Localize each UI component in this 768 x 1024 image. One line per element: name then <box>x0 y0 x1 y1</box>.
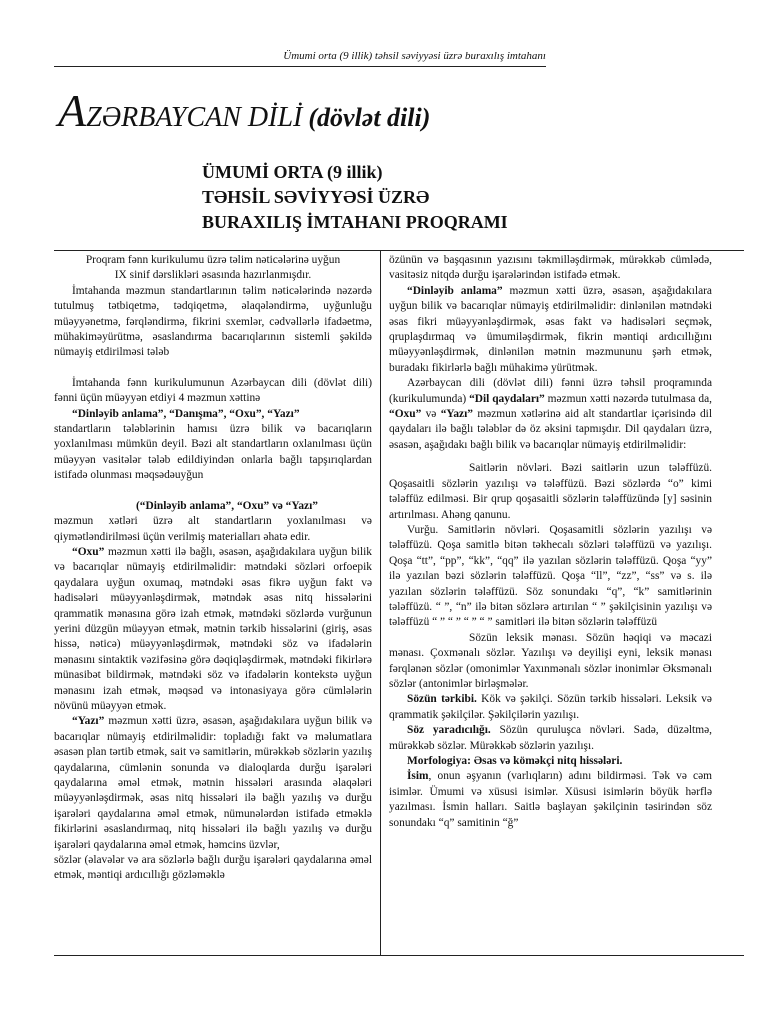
section-heading: “Dil qaydaları” <box>469 392 545 405</box>
paragraph-text: , onun əşyanın (varlıqların) adını bildirməsi. Tək və cəm isimlər. Ümumi və xüsusi isimlər. Xüsusi isimlərin böyük hərflə yazılması. İsmin halları. Saitlə başlayan şəkilçinin təsirindən söz sonundakı “q” samitinin “ğ” <box>389 770 712 829</box>
paragraph-text: məzmun xətti nəzərdə tutulmasa da, <box>547 392 712 405</box>
header-rule <box>54 66 546 67</box>
section-heading: “Yazı” <box>440 408 473 421</box>
paragraph: İmtahanda fənn kurikulumunun Azərbaycan dili (dövlət dili) fənni üçün müəyyən etdiyi 4 məzmun xəttinə <box>54 376 372 405</box>
section-heading: “Oxu” <box>389 408 422 421</box>
section-heading: Morfologiya: Əsas və köməkçi nitq hissələri. <box>407 755 623 767</box>
paragraph: məzmun xətləri üzrə alt standartların yoxlanılması və qiymətləndirilməsi üçün verilmiş materialları əhatə edir. <box>54 515 372 543</box>
paragraph: İmtahanda məzmun standartlarının təlim nəticələrində nəzərdə tutulmuş tətbiqetmə, tədqiqetmə, əlaqələndirmə, uyğunluğu müəyyənetmə, fərqləndirmə, fikrini sxemlər, cədvəllərlə ifadəetmə, mühakiməyürütmə, əsaslandırma bacarıqlarının sistemli şəkildə nümayiş etdirilməsi tələb <box>54 284 372 359</box>
paragraph: Proqram fənn kurikulumu üzrə təlim nəticələrinə uyğun <box>85 254 341 266</box>
paragraph <box>54 499 372 514</box>
running-header: Ümumi orta (9 illik) təhsil səviyyəsi üzrə buraxılış imtahanı <box>283 50 546 62</box>
paragraph: Vurğu. Samitlərin növləri. Qoşasamitli sözlərin yazılışı və tələffüzü. Qoşa samitlə bitən təkhecalı sözləri tələffüzü və yazılışı. Qoşa “tt”, “pp”, “kk”, “qq” ilə yazılan sözlərin tələffüzü. Qoşa “yy” ilə yazılan bəzi sözlərin tələffüzü. Qoşa “ll”, “zz”, “ss” və s. ilə yazılan sözlərin tələffüzü. Söz sonundakı “q”, “k” samitlərinin tələffüzü. “ ”, “n” ilə bitən sözlərə artırılan “ ” şəkilçisinin yazılışı və tələffüzü “ ” “ ” “ ” “ ” samitləri ilə bitən sözlərin tələffüzü <box>389 523 712 629</box>
section-heading: Söz yaradıcılığı. <box>407 724 491 737</box>
columns-top-rule <box>54 250 744 251</box>
section-heading: “Dinləyib anlama” <box>407 284 503 297</box>
section-heading: İsim <box>407 770 429 783</box>
paragraph-text: məzmun xətti ilə bağlı, əsasən, aşağıdakılara uyğun bilik və bacarıqlar nümayiş etdirilməlidir: mətndəki sözləri orfoepik qaydalara uyğun oxumaq, mətndəki əsas fikrə uyğun fakt və hadisələri müəyyənləşdirmək, mətndək əsas nitq hissələrini qrammatik mənasına görə izah etmək, mətndəki sözlərdə vurğunun yerini düzgün müəyyən etmək, mətnin tərkib hissələrini (giriş, əsas hissə, nəticə) müəyyənləşdirmək, mətndəki söz və ifadələrin mənasını sintaktik vəzifəsinə görə dəqiqləşdirmək, mətndəki fikirlərə münasibət bildirmək, mətndəki söz və ifadələrin kontekstə uyğun mənasını izah etmək, məqsəd və intonasiyaya görə cümlələrin növünü müəyyən etmək. <box>54 545 372 712</box>
paragraph <box>389 754 712 769</box>
paragraph: standartların tələblərinin hamısı üzrə bilik və bacarıqların yoxlanılması mümkün deyil. Bəzi alt standartların oxlanılması üçün müəyyən vasitələr tələb edildiyindən onlarla bağlı tapşırıqlardan istifadə olunması məqsədəuyğun <box>54 423 372 482</box>
paragraph <box>54 714 372 853</box>
paragraph <box>389 284 712 376</box>
section-heading: Sözün tərkibi. <box>407 693 477 706</box>
paragraph-text: məzmun xətti üzrə, əsasən, aşağıdakılara uyğun bilik və bacarıqlar nümayiş etdirilməlidir: dinlənilən mətndəki əsas fikri müəyyənləşdirmək, əsas fakt və hadisələri seçmək, qruplaşdırmaq və ümumiləşdirmək, fikrin məntiqi ardıcıllığını müəyyənləşdirmək, dinlənilən mətnin məzmununu şərh etmək, buradakı fikirlərlə bağlı mühakimə yürütmək. <box>389 284 712 374</box>
section-heading: “Oxu” <box>72 545 105 558</box>
subtitle-line-2: TƏHSİL SƏVİYYƏSİ ÜZRƏ <box>202 187 430 207</box>
section-heading: “Yazı” <box>72 715 105 728</box>
paragraph-text: Sözün quruluşca növləri. Sadə, düzəltmə, mürəkkəb sözlər. Mürəkkəb sözlərin yazılışı. <box>389 724 712 752</box>
column-divider <box>380 250 381 955</box>
title-initial: A <box>58 85 87 136</box>
right-column <box>389 253 712 831</box>
paragraph: IX sinif dərslikləri əsasında hazırlanmışdır. <box>114 269 312 282</box>
paragraph <box>54 545 372 714</box>
left-column <box>54 253 372 884</box>
content-lines-list: “Dinləyib anlama”, “Danışma”, “Oxu”, “Yazı” <box>72 407 300 420</box>
subtitle-line-3: BURAXILIŞ İMTAHANI PROQRAMI <box>202 212 508 232</box>
paragraph-text: məzmun xətti üzrə, əsasən, aşağıdakılara uyğun bilik və bacarıqlar nümayiş etdirilməlidir: topladığı fakt və məlumatlara əsasən plan tərtib etmək, sait və samitlərin, mürəkkəb sözlərin yazılış qaydalarına, cümlənin sonunda və dialoqlarda durğu işarələri qaydalarına əməl etmək, mətnin hissələri arasında əlaqələri müəyyənləşdirmək, əsas nitq hissələri ilə bağlı yazılış və durğu işarələri qaydalarına əməl etmək, nümunələrdən istifadə etməklə fikirlərini əsaslandırmaq, nitq hissələri ilə bağlı yazılış və durğu işarələri qaydalarına əməl etmək, həmcins üzvlər, <box>54 715 372 851</box>
paragraph <box>54 407 372 422</box>
columns-bottom-rule <box>54 955 744 956</box>
content-lines-list: (“Dinləyib anlama”, “Oxu” və “Yazı” <box>136 499 318 512</box>
subtitle <box>202 160 508 235</box>
paragraph <box>389 769 712 831</box>
paragraph <box>389 692 712 723</box>
paragraph-text: Azərbaycan dili (dövlət dili) fənni üzrə təhsil proqramında (kurikulumunda) <box>389 377 712 405</box>
title-paren: (dövlət dili) <box>308 103 431 132</box>
page-title <box>58 85 431 136</box>
paragraph <box>389 376 712 453</box>
paragraph-text: Kök və şəkilçi. Sözün tərkib hissələri. Leksik və qrammatik şəkilçilər. Şəkilçilərin yazılışı. <box>389 693 712 721</box>
paragraph: özünün və başqasının yazısını təkmilləşdirmək, mürəkkəb cümlədə, vasitəsiz nitqdə durğu işarələrindən istifadə etmək. <box>389 254 712 282</box>
paragraph <box>389 723 712 754</box>
title-rest: ZƏRBAYCAN DİLİ <box>86 102 303 133</box>
paragraph-text: məzmun xətlərinə aid alt standartlar içərisində dil qaydaları ilə bağlı tələblər də öz əksini tapmışdır. Dil qaydaları üzrə, əsasən, aşağıdakı bağlı bilik və bacarıqlar nümayiş etdirilməlidir: <box>389 408 712 451</box>
paragraph: Saitlərin növləri. Bəzi saitlərin uzun tələffüzü. Qoşasaitli sözlərin yazılışı və tələffüzü. Bəzi sözlərdə “o” kimi tələffüz edilməsi. Bir qrup qoşasaitli sözlərin tələffüzündə [y] səsinin artırılması. Ahəng qanunu. <box>389 462 712 521</box>
paragraph: sözlər (əlavələr və ara sözlərlə bağlı durğu işarələri qaydalarına əməl etmək, məntiqi ardıcıllığı gözləməklə <box>54 854 372 882</box>
paragraph: Sözün leksik mənası. Sözün həqiqi və məcazi mənası. Çoxmənalı sözlər. Yazılışı və deyilişi eyni, leksik mənası fərqlənən sözlər (omonimlər Yaxınmənalı sözlər inonimlər Əksmənalı sözlər (antonimlər birləşmələr. <box>389 631 712 690</box>
subtitle-line-1: ÜMUMİ ORTA (9 illik) <box>202 162 383 182</box>
paragraph-text: və <box>425 408 437 421</box>
